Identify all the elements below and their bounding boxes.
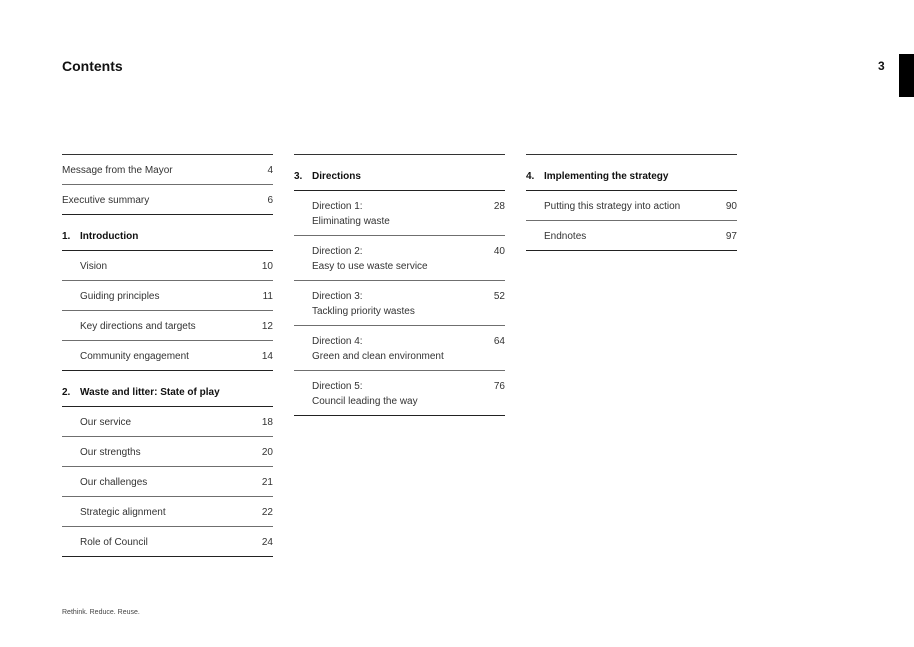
toc-entry-direction-4[interactable] [294, 326, 505, 371]
toc-entry-page: 40 [493, 246, 505, 257]
contents-column-2 [294, 154, 505, 416]
toc-entry-strategic-alignment[interactable] [62, 497, 273, 527]
contents-column-3 [526, 154, 737, 251]
section-title: Implementing the strategy [544, 171, 669, 182]
footer-tagline: Rethink. Reduce. Reuse. [62, 609, 140, 616]
section-number: 2. [62, 387, 71, 398]
toc-entry-role-of-council[interactable] [62, 527, 273, 557]
toc-entry-label: Community engagement [80, 351, 189, 362]
toc-entry-label: Direction 1: [312, 201, 363, 212]
toc-entry-our-challenges[interactable] [62, 467, 273, 497]
toc-entry-page: 90 [725, 201, 737, 212]
toc-entry-message-from-mayor[interactable] [62, 155, 273, 185]
toc-entry-page: 24 [261, 537, 273, 548]
section-title: Waste and litter: State of play [80, 387, 220, 398]
toc-entry-vision[interactable] [62, 251, 273, 281]
toc-entry-page: 10 [261, 261, 273, 272]
toc-entry-page: 4 [267, 165, 273, 176]
section-header-introduction[interactable] [62, 215, 273, 251]
toc-entry-label: Strategic alignment [80, 507, 166, 518]
toc-entry-page: 21 [261, 477, 273, 488]
toc-entry-label: Direction 2: [312, 246, 363, 257]
toc-entry-text [312, 334, 444, 364]
toc-entry-page: 12 [261, 321, 273, 332]
toc-entry-page: 22 [261, 507, 273, 518]
toc-entry-label: Role of Council [80, 537, 148, 548]
toc-entry-label: Putting this strategy into action [544, 201, 681, 212]
toc-entry-text [312, 199, 390, 229]
toc-entry-executive-summary[interactable] [62, 185, 273, 215]
toc-entry-sublabel: Tackling priority wastes [312, 306, 415, 317]
page-title: Contents [62, 58, 123, 74]
toc-entry-page: 18 [261, 417, 273, 428]
toc-entry-page: 52 [493, 291, 505, 302]
section-header-waste-and-litter[interactable] [62, 371, 273, 407]
toc-entry-text [312, 289, 415, 319]
toc-entry-page: 28 [493, 201, 505, 212]
toc-entry-label: Guiding principles [80, 291, 160, 302]
section-title: Introduction [80, 231, 139, 242]
section-number: 1. [62, 231, 71, 242]
toc-entry-text [312, 379, 418, 409]
toc-entry-sublabel: Easy to use waste service [312, 261, 428, 272]
toc-entry-label: Vision [80, 261, 108, 272]
section-header-directions[interactable] [294, 155, 505, 191]
section-title: Directions [312, 171, 361, 182]
toc-entry-label: Executive summary [62, 195, 150, 206]
toc-entry-guiding-principles[interactable] [62, 281, 273, 311]
toc-entry-label: Endnotes [544, 231, 587, 242]
toc-entry-endnotes[interactable] [526, 221, 737, 251]
toc-entry-label: Message from the Mayor [62, 165, 173, 176]
toc-entry-label: Our strengths [80, 447, 141, 458]
toc-entry-label: Our challenges [80, 477, 148, 488]
toc-entry-sublabel: Eliminating waste [312, 216, 390, 227]
section-header-implementing-strategy[interactable] [526, 155, 737, 191]
section-number: 4. [526, 171, 535, 182]
toc-entry-community-engagement[interactable] [62, 341, 273, 371]
toc-entry-key-directions[interactable] [62, 311, 273, 341]
toc-entry-label: Direction 4: [312, 336, 363, 347]
toc-entry-direction-1[interactable] [294, 191, 505, 236]
contents-column-1 [62, 154, 273, 557]
toc-entry-our-service[interactable] [62, 407, 273, 437]
toc-entry-direction-3[interactable] [294, 281, 505, 326]
toc-entry-label: Direction 3: [312, 291, 363, 302]
toc-entry-page: 11 [262, 291, 273, 302]
section-number: 3. [294, 171, 303, 182]
toc-entry-page: 97 [725, 231, 737, 242]
toc-entry-label: Direction 5: [312, 381, 363, 392]
toc-entry-text [312, 244, 428, 274]
toc-entry-direction-5[interactable] [294, 371, 505, 416]
toc-entry-sublabel: Council leading the way [312, 396, 418, 407]
toc-entry-page: 6 [267, 195, 273, 206]
toc-entry-page: 20 [261, 447, 273, 458]
toc-entry-page: 14 [261, 351, 273, 362]
toc-entry-sublabel: Green and clean environment [312, 351, 444, 362]
toc-entry-page: 76 [493, 381, 505, 392]
toc-entry-putting-strategy-into-action[interactable] [526, 191, 737, 221]
toc-entry-our-strengths[interactable] [62, 437, 273, 467]
toc-entry-page: 64 [493, 336, 505, 347]
toc-entry-label: Our service [80, 417, 132, 428]
toc-entry-direction-2[interactable] [294, 236, 505, 281]
toc-entry-label: Key directions and targets [80, 321, 196, 332]
chapter-edge-tab [899, 54, 914, 97]
page-number: 3 [878, 59, 885, 73]
